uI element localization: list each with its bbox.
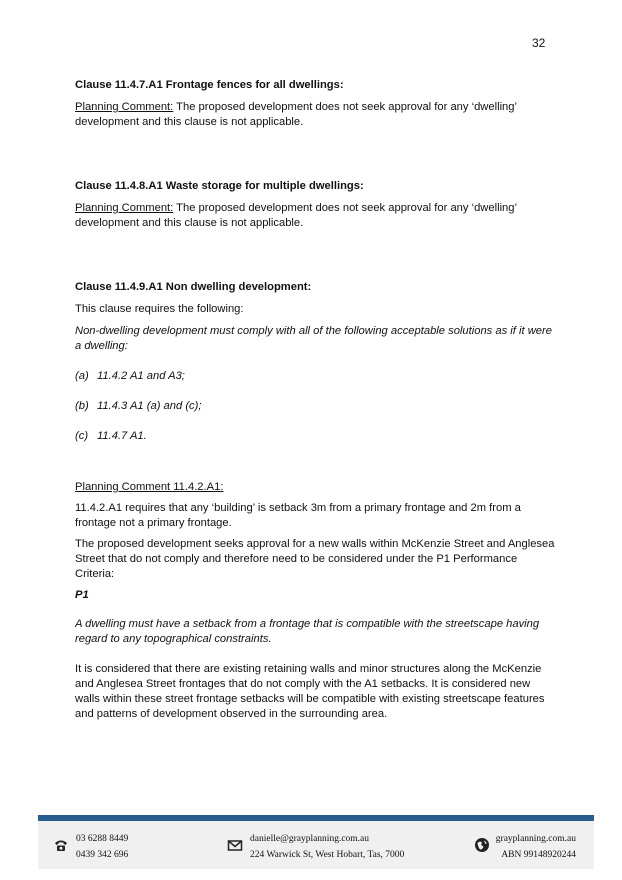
proposed-development-paragraph: The proposed development seeks approval for a new walls within McKenzie Street and Anglesea Street that do not comply and therefore need to be considered under the P1 Performance Criteria: [75,538,555,580]
planning-comment-text: The proposed development does not seek approval for any ‘dwelling’ development and this clause is not applicable. [75,101,517,128]
abn: ABN 99148920244 [501,850,576,860]
contact-details [250,831,404,863]
clause-requirement: Non-dwelling development must comply with all of the following acceptable solutions as if it were a dwelling: [75,325,552,352]
conclusion-paragraph: It is considered that there are existing retaining walls and minor structures along the McKenzie and Anglesea Street frontages that do not comply with the A1 setbacks. It is considered new walls within these street frontage setbacks will be compatible with existing streetscape features and patterns of development observed in the surrounding area. [75,663,545,720]
list-item-text: 11.4.7 A1. [97,430,147,442]
list-item-label: (a) [75,370,89,382]
list-item [75,399,555,414]
company-details [496,831,576,863]
list-item [75,429,555,444]
list-item-label: (b) [75,400,89,412]
envelope-icon [227,837,243,853]
performance-criteria-label: P1 [75,589,89,601]
planning-comment-11-4-8 [75,201,555,231]
setback-requirement-paragraph: 11.4.2.A1 requires that any ‘building’ is setback 3m from a primary frontage and 2m from a frontage not a primary frontage. [75,502,521,529]
phone-number-office: 03 6288 8449 [76,834,129,844]
phone-icon [53,837,69,853]
clause-title-11-4-8: Clause 11.4.8.A1 Waste storage for multiple dwellings: [75,180,364,192]
page-number: 32 [532,36,546,50]
phone-numbers [76,831,128,863]
list-item [75,369,555,384]
planning-comment-label: Planning Comment: [75,101,174,113]
list-item-text: 11.4.3 A1 (a) and (c); [97,400,202,412]
globe-icon [474,837,490,853]
phone-number-mobile: 0439 342 696 [76,850,129,860]
planning-comment-text: The proposed development does not seek approval for any ‘dwelling’ development and this clause is not applicable. [75,202,517,229]
footer [38,821,594,869]
email-address: danielle@grayplanning.com.au [250,834,370,844]
document-body [75,78,555,722]
performance-criteria-text: A dwelling must have a setback from a frontage that is compatible with the streetscape having regard to any topographical constraints. [75,618,540,645]
clause-intro: This clause requires the following: [75,303,244,315]
clause-title-11-4-9: Clause 11.4.9.A1 Non dwelling development: [75,281,312,293]
postal-address: 224 Warwick St, West Hobart, Tas, 7000 [250,850,405,860]
website: grayplanning.com.au [495,834,576,844]
planning-comment-11-4-7 [75,100,555,130]
planning-comment-11-4-2-heading: Planning Comment 11.4.2.A1: [75,481,224,493]
planning-comment-label: Planning Comment: [75,202,174,214]
clause-title-11-4-7: Clause 11.4.7.A1 Frontage fences for all dwellings: [75,79,344,91]
list-item-label: (c) [75,430,89,442]
list-item-text: 11.4.2 A1 and A3; [97,370,185,382]
